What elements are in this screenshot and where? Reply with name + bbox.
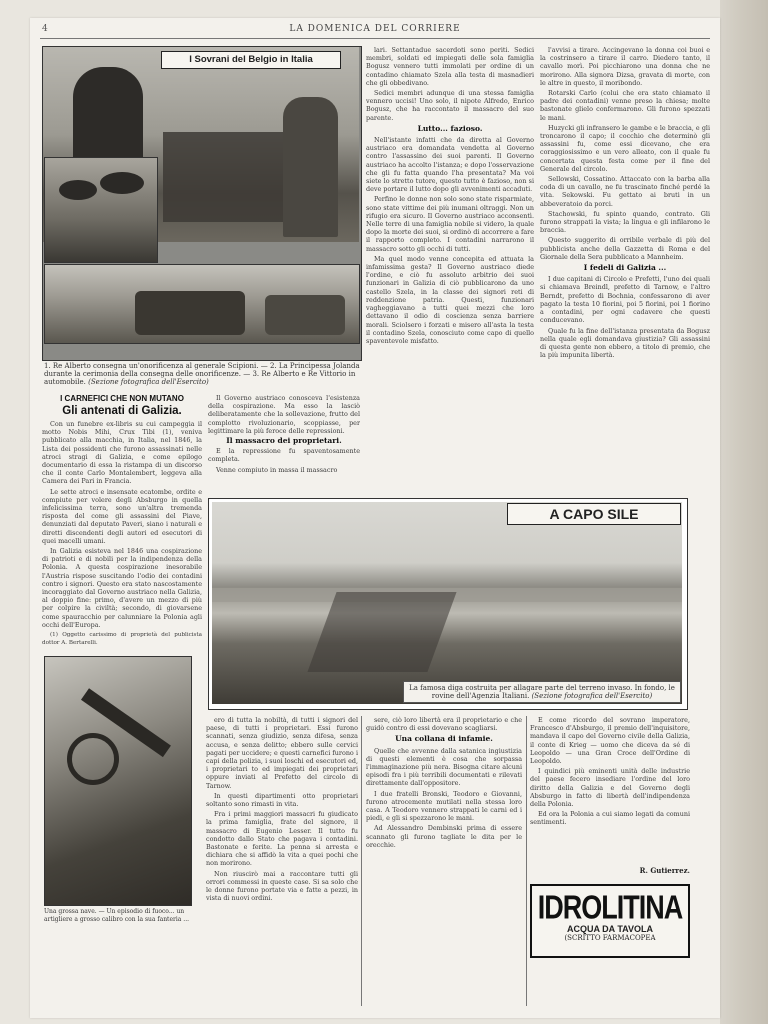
photo-dam-landscape <box>212 502 682 704</box>
article-subhead: I fedeli di Galizia ... <box>583 263 667 273</box>
article-body <box>42 420 202 646</box>
article-middle-body <box>208 394 360 490</box>
page-number: 4 <box>42 24 48 34</box>
paragraph: I due fratelli Bronski, Teodoro e Giovanni, furono atrocemente mutilati nella stessa loro casa. A Teodoro vennero strappati le carni ed i piedi, e gli si spezzarono le mani. <box>366 789 522 823</box>
automobile-shape-2 <box>265 295 345 335</box>
automobile-shape <box>135 291 245 335</box>
footnote: (1) Oggetto carissimo di proprietà del publicista dottor A. Bertarelli. <box>42 632 202 646</box>
figure-general <box>283 97 338 237</box>
paragraph: Rotarski Carlo (colui che era stato chiamato il padre dei contadini) venne preso la chiesa; molte bastonate glielo confermarono. Gli furono spezzati le mani. <box>540 89 710 122</box>
article-bottom-col2 <box>206 716 358 1006</box>
header-rule <box>40 38 710 39</box>
paragraph: Ad Alessandro Dembinski prima di essere scannato gli furono tagliate le dita per le orecchie. <box>366 824 522 849</box>
photo-sovrani-caption <box>44 362 360 386</box>
column-rule <box>361 716 362 1006</box>
article-bottom-col4-body <box>530 716 690 866</box>
ad-tagline: ACQUA DA TAVOLA <box>567 924 653 934</box>
article-bottom-col3 <box>366 716 522 1006</box>
soldiers-group <box>163 132 283 222</box>
paragraph: lari. Settantadue sacerdoti sono periti. Sedici membri, soldati ed impiegati delle sola famiglia Bogusz vennero tutti immolati per ordine di un contadino chiamato Szela alla testa di masnadieri che gli obbedivano. <box>366 46 534 87</box>
photo-capo-sile-title: A CAPO SILE <box>507 503 681 525</box>
paragraph: E come ricordo del sovrano imperatore, Francesco d'Absburgo, il premio dell'inquisitore, mandava il capo del Governo civile della Galizia, il conte di Krieg — uomo che diceva da sé di Leopoldo — una Gran Croce dell'Ordine di Leopoldo. <box>530 716 690 766</box>
hat-shape-2 <box>100 172 144 194</box>
paragraph: Perfino le donne non solo sono state risparmiate, sono state vittime dei più inumani oltraggi. Non un rifugio era sicuro. Il Governo austriaco acconsentì. Nelle terre di una famiglia nobile si videro, la quale dopo la morte dei suoi, si ordinò di accorrere a fare il rapporto completo. I contadini narrarono il massacro sotto gli occhi di tutti. <box>366 195 534 253</box>
photo-sovrani-title: I Sovrani del Belgio in Italia <box>161 51 341 69</box>
paragraph: l'avvisi a tirare. Accingevano la donna coi buoi e la costrinsero a tirare il carro. Diedero tanto, il cavallo morì. Poi picchiarono una donna che ne morirono. Alla signora Dizsa, gravata di morte, con le altre in questo, il moribondo. <box>540 46 710 87</box>
paragraph: Questo suggerito di orribile verbale di più del pubblicista anche della Gazzetta di Roma e del Giornale della Sera pubblicato a Mannheim. <box>540 236 710 261</box>
caption-text: La famosa diga costruita per allagare parte del terreno invaso. In fondo, le rovine dell'Agenzia Italiani. <box>409 684 675 700</box>
paragraph: Sellowski, Cossatino. Attaccato con la barba alla coda di un cavallo, ne fu trascinato finché perdé la vita. Sekowski. Fu gettato ai bruti in un abbeveratoio da porci. <box>540 175 710 208</box>
photo-artillery-caption: Una grossa nave. — Un episodio di fuoco... un artigliere a grosso calibro con la sua fanteria ... <box>44 908 190 923</box>
article-galizia <box>42 394 202 656</box>
paragraph: Ed ora la Polonia a cui siamo legati da comuni sentimenti. <box>530 810 690 827</box>
photo-artillery <box>44 656 192 906</box>
article-col3-body <box>366 46 534 490</box>
article-subhead: Lutto... fazioso. <box>417 123 483 133</box>
paragraph: Con un funebre ex-libris su cui campeggia il motto Nobis Mihi, Crux Tibi (1), veniva pubblicato alla macchia, in Italia, nel 1846, la Lista dei possidenti che furono assassinati nelle atroci stragi di Galizia, e come epilogo documentario di essa la ristampa di un discorso che il conte Carlo Montalembert, leggeva alla Camera dei Pari in Francia. <box>42 420 202 486</box>
paragraph: Venne compiuto in massa il massacro <box>216 465 338 474</box>
ad-brand: IDROLITINA <box>537 888 683 926</box>
paragraph: Il Governo austriaco conosceva l'esistenza della cospirazione. Ma esso la lasciò deliberatamente che la sollevazione, frutto del complotto rivoluzionario, scoppiasse, per legittimare la più feroce delle repressioni. <box>208 394 360 435</box>
brush-thicket <box>307 592 456 672</box>
newspaper-page <box>30 18 720 1018</box>
ad-note: (SCRITTO FARMACOPEA <box>564 934 656 942</box>
article-subhead: Il massacro dei proprietari. <box>226 436 342 446</box>
paragraph: Fra i primi maggiori massacri fu giudicato la prima famiglia, frate del signore, il massacro di Eugenio Lesser. Il tutto fu condotto dallo Stato che pagava i contadini. Bastonate e ferite. La penna si arresta e dichiara che si affidò la vita a quei pochi che non morirono. <box>206 810 358 868</box>
paragraph: In Galizia esisteva nel 1846 una cospirazione di patrioti e di nobili per la indipendenza della Polonia. A questa cospirazione inesorabile l'Austria rispose suscitando l'odio dei contadini contro i signori. Questo era stato nascostamente incoraggiato dal Governo austriaco nella Galizia, al doppio fine: primo, d'avere un mezzo di più per colpire la civiltà; secondo, di giovarsene come spauracchio per calunniare la Polonia agli occhi dell'Europa. <box>42 547 202 629</box>
column-rule <box>526 716 527 1006</box>
article-col4 <box>540 46 710 490</box>
paragraph: sere, ciò loro libertà era il proprietario e che guidò contro di essi dovevano scagliarsi. <box>366 716 522 733</box>
paragraph: Stachowski, fu spinto quando, contrato. Gli furono strappati la vista; la lingua e gli infilarono le braccia. <box>540 209 710 235</box>
photo-kings-automobile <box>44 264 360 344</box>
paragraph: In questi dipartimenti otto proprietari soltanto sono rimasti in vita. <box>206 791 358 809</box>
article-bottom-col2-body <box>206 716 358 1006</box>
photo-sovrani-frame <box>42 46 362 361</box>
article-col3 <box>366 46 534 490</box>
photo-princess-jolanda <box>44 157 158 263</box>
caption-credit: (Sezione fotografica dell'Esercito) <box>531 692 653 700</box>
paragraph: ero di tutta la nobiltà, di tutti i signori del paese, di tutti i proprietari. Essi furono scannati, senza giudizio, senza difesa, senza accusa, e senza delitto; ebbero sulle cervici pagati per uccidere; e questi carnefici furono i capi della polizia, i suoi loschi ed esecutori ed, i proprietari to ed impiegati dei proprietari oppure inviati al Prefetto del circolo di Tarnow. <box>206 716 358 790</box>
article-signature: R. Gutierrez. <box>639 866 690 875</box>
paragraph: I quindici più eminenti unità delle industrie del paese fecero insediare l'ordine del loro diritto della Galizia e del Governo degli Absburgo in fatto di libertà dell'indipendenza della Polonia. <box>530 767 690 809</box>
hat-shape <box>59 180 97 200</box>
article-bottom-col3-body <box>366 716 522 1006</box>
article-title: Gli antenati di Galizia. <box>62 405 182 417</box>
paragraph: Quale fu la fine dell'istanza presentata da Bogusz nella quale egli domandava giustizia? Gli assassini di questa gente non ebbero, a titolo di premio, che la più impunita libertà. <box>540 326 710 360</box>
article-kicker: I CARNEFICI CHE NON MUTANO <box>60 394 184 403</box>
paragraph: Sedici membri adunque di una stessa famiglia vennero uccisi! Uno solo, il nipote Alfredo, Enrico Bogusz, che ha raccontato il massacro del suo parente. <box>366 89 534 122</box>
advertisement-idrolitina <box>530 884 690 958</box>
article-subhead: Una collana di infamie. <box>395 734 493 744</box>
paragraph: Non riuscirò mai a raccontare tutti gli orrori commessi in queste case. Si sa solo che le donne furono portate via e fatte a pezzi, in vista di nuovi ordini. <box>206 869 358 903</box>
article-bottom-col4 <box>530 716 690 876</box>
caption-text: 1. Re Alberto consegna un'onorificenza al generale Scipioni. — 2. La Principessa Jolanda durante la cerimonia della consegna delle onorificenze. — 3. Re Alberto e Re Vittorio in automobile. <box>44 362 360 386</box>
running-title: LA DOMENICA DEL CORRIERE <box>289 24 461 34</box>
gun-wheel <box>67 733 119 785</box>
paragraph: Le sette atroci e insensate ecatombe, ordite e compiute per volere degli Absburgo in quella infelicissima terra, sono un'altra tremenda risposta del come gli assassini del Piave, denunziati dal deputato Paveri, siano i naturali e diretti discendenti degli autori ed esecutori di quei macelli umani. <box>42 487 202 545</box>
page-edge-shadow <box>720 0 768 1024</box>
paragraph: I due capitani di Circolo e Prefetti, l'uno dei quali si chiamava Breindl, prefetto di Tarnow, e l'altro Berndt, prefetto di Bochnia, confessarono di aver pagato la testa 10 fiorini, poi 5 fiorini, poi 1 fiorino a contadini, per ogni cadavere che questi conducevano. <box>540 275 710 325</box>
photo-capo-sile-frame <box>208 498 688 710</box>
paragraph: Huzycki gli infransero le gambe e le braccia, e gli troncarono il capo; il cocchio che determinò gli assassini fu, come essi dicevano, che era coraggiosissimo e un vero alleato, con il quale fu concertata questa festa come per il fine del Generale del circolo. <box>540 123 710 173</box>
photo-capo-sile-caption <box>403 681 681 703</box>
article-col4-body <box>540 46 710 490</box>
article-middle <box>208 394 360 490</box>
paragraph: Nell'istante infatti che da diretta al Governo austriaco era domandata vendetta al Governo contro l'assassino dei suoi parenti. Il Governo austriaco ha accolto l'istanza; e dopo l'osservazione che gli fu fatta quando l'ha presentata? Ma voi siete lo stretto tutore, questo tutto è fazioso, non si deve portare il lutto dopo gli avvenimenti accaduti. <box>366 136 534 194</box>
paragraph: Ma quel modo venne concepita ed attuata la infamissima gesta? Il Governo austriaco diede l'ordine, e ciò fu assoluto arbitrio dei suoi funzionari in Galizia di ciò pubblicarono da uno castello Szela, in la classe dei signori reti di reddenzione patria. Questi, funzionari vagheggiavano a tutti quei mezzi che loro dettavano il odio di coscienza senza barriere morali. Sciolsero i forzati e misero all'asta la testa il contadino Szela, conosciuto come capo di quello spaventevole misfatto. <box>366 254 534 345</box>
paragraph: E la repressione fu spaventosamente completa. <box>208 447 360 464</box>
paragraph: Quelle che avvenne dalla satanica ingiustizia di questi elementi è cosa che sorpassa l'immaginazione più nera. Bisogna citare alcuni episodi fra i più terribili documentati e rilevati direttamente dall'oppositore. <box>366 746 522 788</box>
caption-credit: (Sezione fotografica dell'Esercito) <box>88 378 209 386</box>
